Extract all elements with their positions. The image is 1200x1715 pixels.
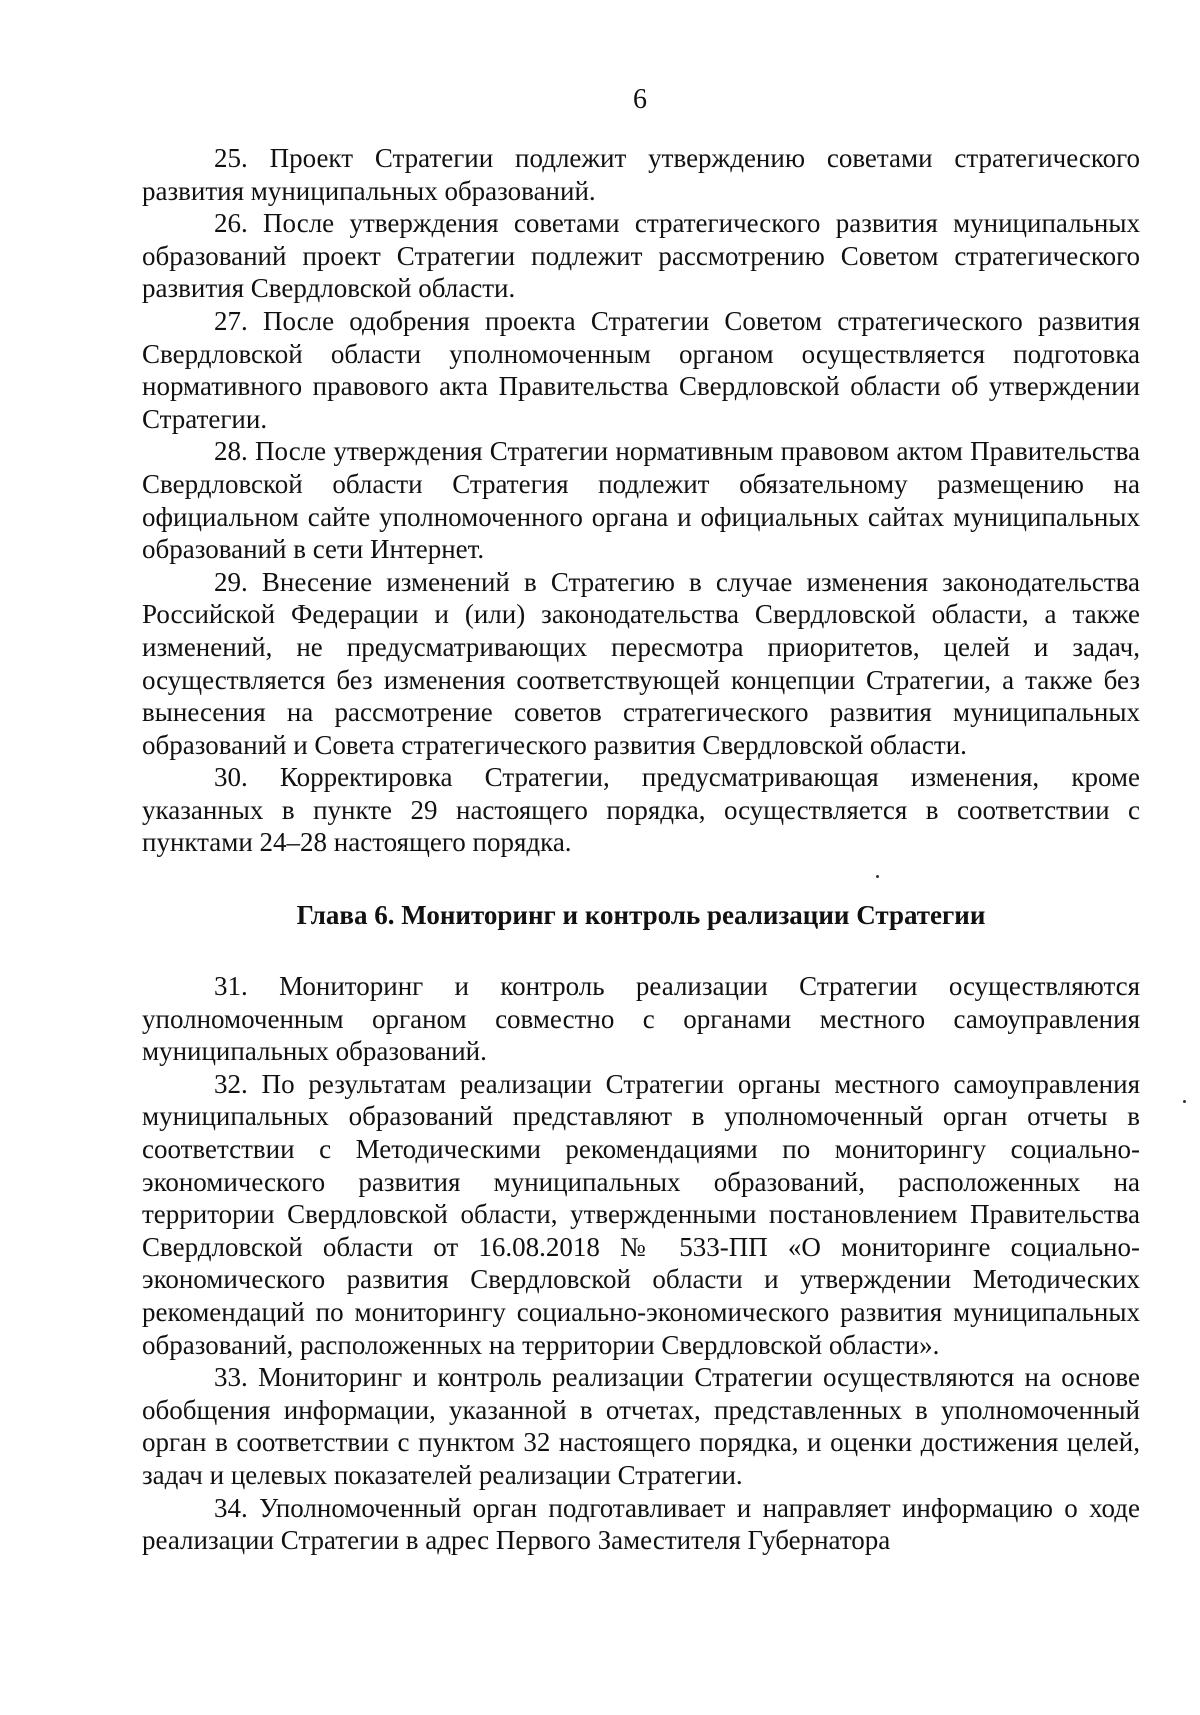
paragraph-25: 25. Проект Стратегии подлежит утверждению советами стратегического развития муниципальных образований. — [142, 143, 1140, 206]
paragraph-31: 31. Мониторинг и контроль реализации Стратегии осуществляются уполномоченным органом совместно с органами местного самоуправления муниципальных образований. — [142, 971, 1140, 1067]
paragraph-30: 30. Корректировка Стратегии, предусматривающая изменения, кроме указанных в пункте 29 настоящего порядка, осуществляется в соответствии с пунктами 24–28 настоящего порядка. — [142, 762, 1140, 858]
paragraph-34: 34. Уполномоченный орган подготавливает и направляет информацию о ходе реализации Стратегии в адрес Первого Заместителя Губернатора — [142, 1492, 1140, 1556]
document-body — [142, 142, 1140, 1557]
paragraph-26: 26. После утверждения советами стратегического развития муниципальных образований проект Стратегии подлежит рассмотрению Советом стратегического развития Свердловской области. — [142, 208, 1140, 304]
scan-speck — [1183, 1100, 1186, 1103]
scan-speck — [876, 875, 879, 878]
paragraph-27: 27. После одобрения проекта Стратегии Советом стратегического развития Свердловской области уполномоченным органом осуществляется подготовка нормативного правового акта Правительства Свердловской области об утверждении Стратегии. — [142, 305, 1140, 434]
chapter-heading: Глава 6. Мониторинг и контроль реализации Стратегии — [296, 900, 986, 931]
paragraph-29: 29. Внесение изменений в Стратегию в случае изменения законодательства Российской Федерации и (или) законодательства Свердловской области, а также изменений, не предусматривающих пересмотра приоритетов, целей и задач, осуществляется без изменения соответствующей концепции Стратегии, а также без вынесения на рассмотрение советов стратегического развития муниципальных образований и Совета стратегического развития Свердловской области. — [142, 566, 1140, 760]
paragraph-28: 28. После утверждения Стратегии нормативным правовом актом Правительства Свердловской области Стратегия подлежит обязательному размещению на официальном сайте уполномоченного органа и официальных сайтах муниципальных образований в сети Интернет. — [142, 436, 1140, 565]
paragraph-33: 33. Мониторинг и контроль реализации Стратегии осуществляются на основе обобщения информации, указанной в отчетах, представленных в уполномоченный орган в соответствии с пунктом 32 настоящего порядка, и оценки достижения целей, задач и целевых показателей реализации Стратегии. — [142, 1362, 1140, 1490]
page-number: 6 — [633, 84, 647, 115]
paragraph-32: 32. По результатам реализации Стратегии органы местного самоуправления муниципальных образований представляют в уполномоченный орган отчеты в соответствии с Методическими рекомендациями по мониторингу социально-экономического развития муниципальных образований, расположенных на территории Свердловской области, утвержденными постановлением Правительства Свердловской области от 16.08.2018 № 533-ПП «О мониторинге социально-экономического развития Свердловской области и утверждении Методических рекомендаций по мониторингу социально-экономического развития муниципальных образований, расположенных на территории Свердловской области». — [142, 1068, 1140, 1360]
